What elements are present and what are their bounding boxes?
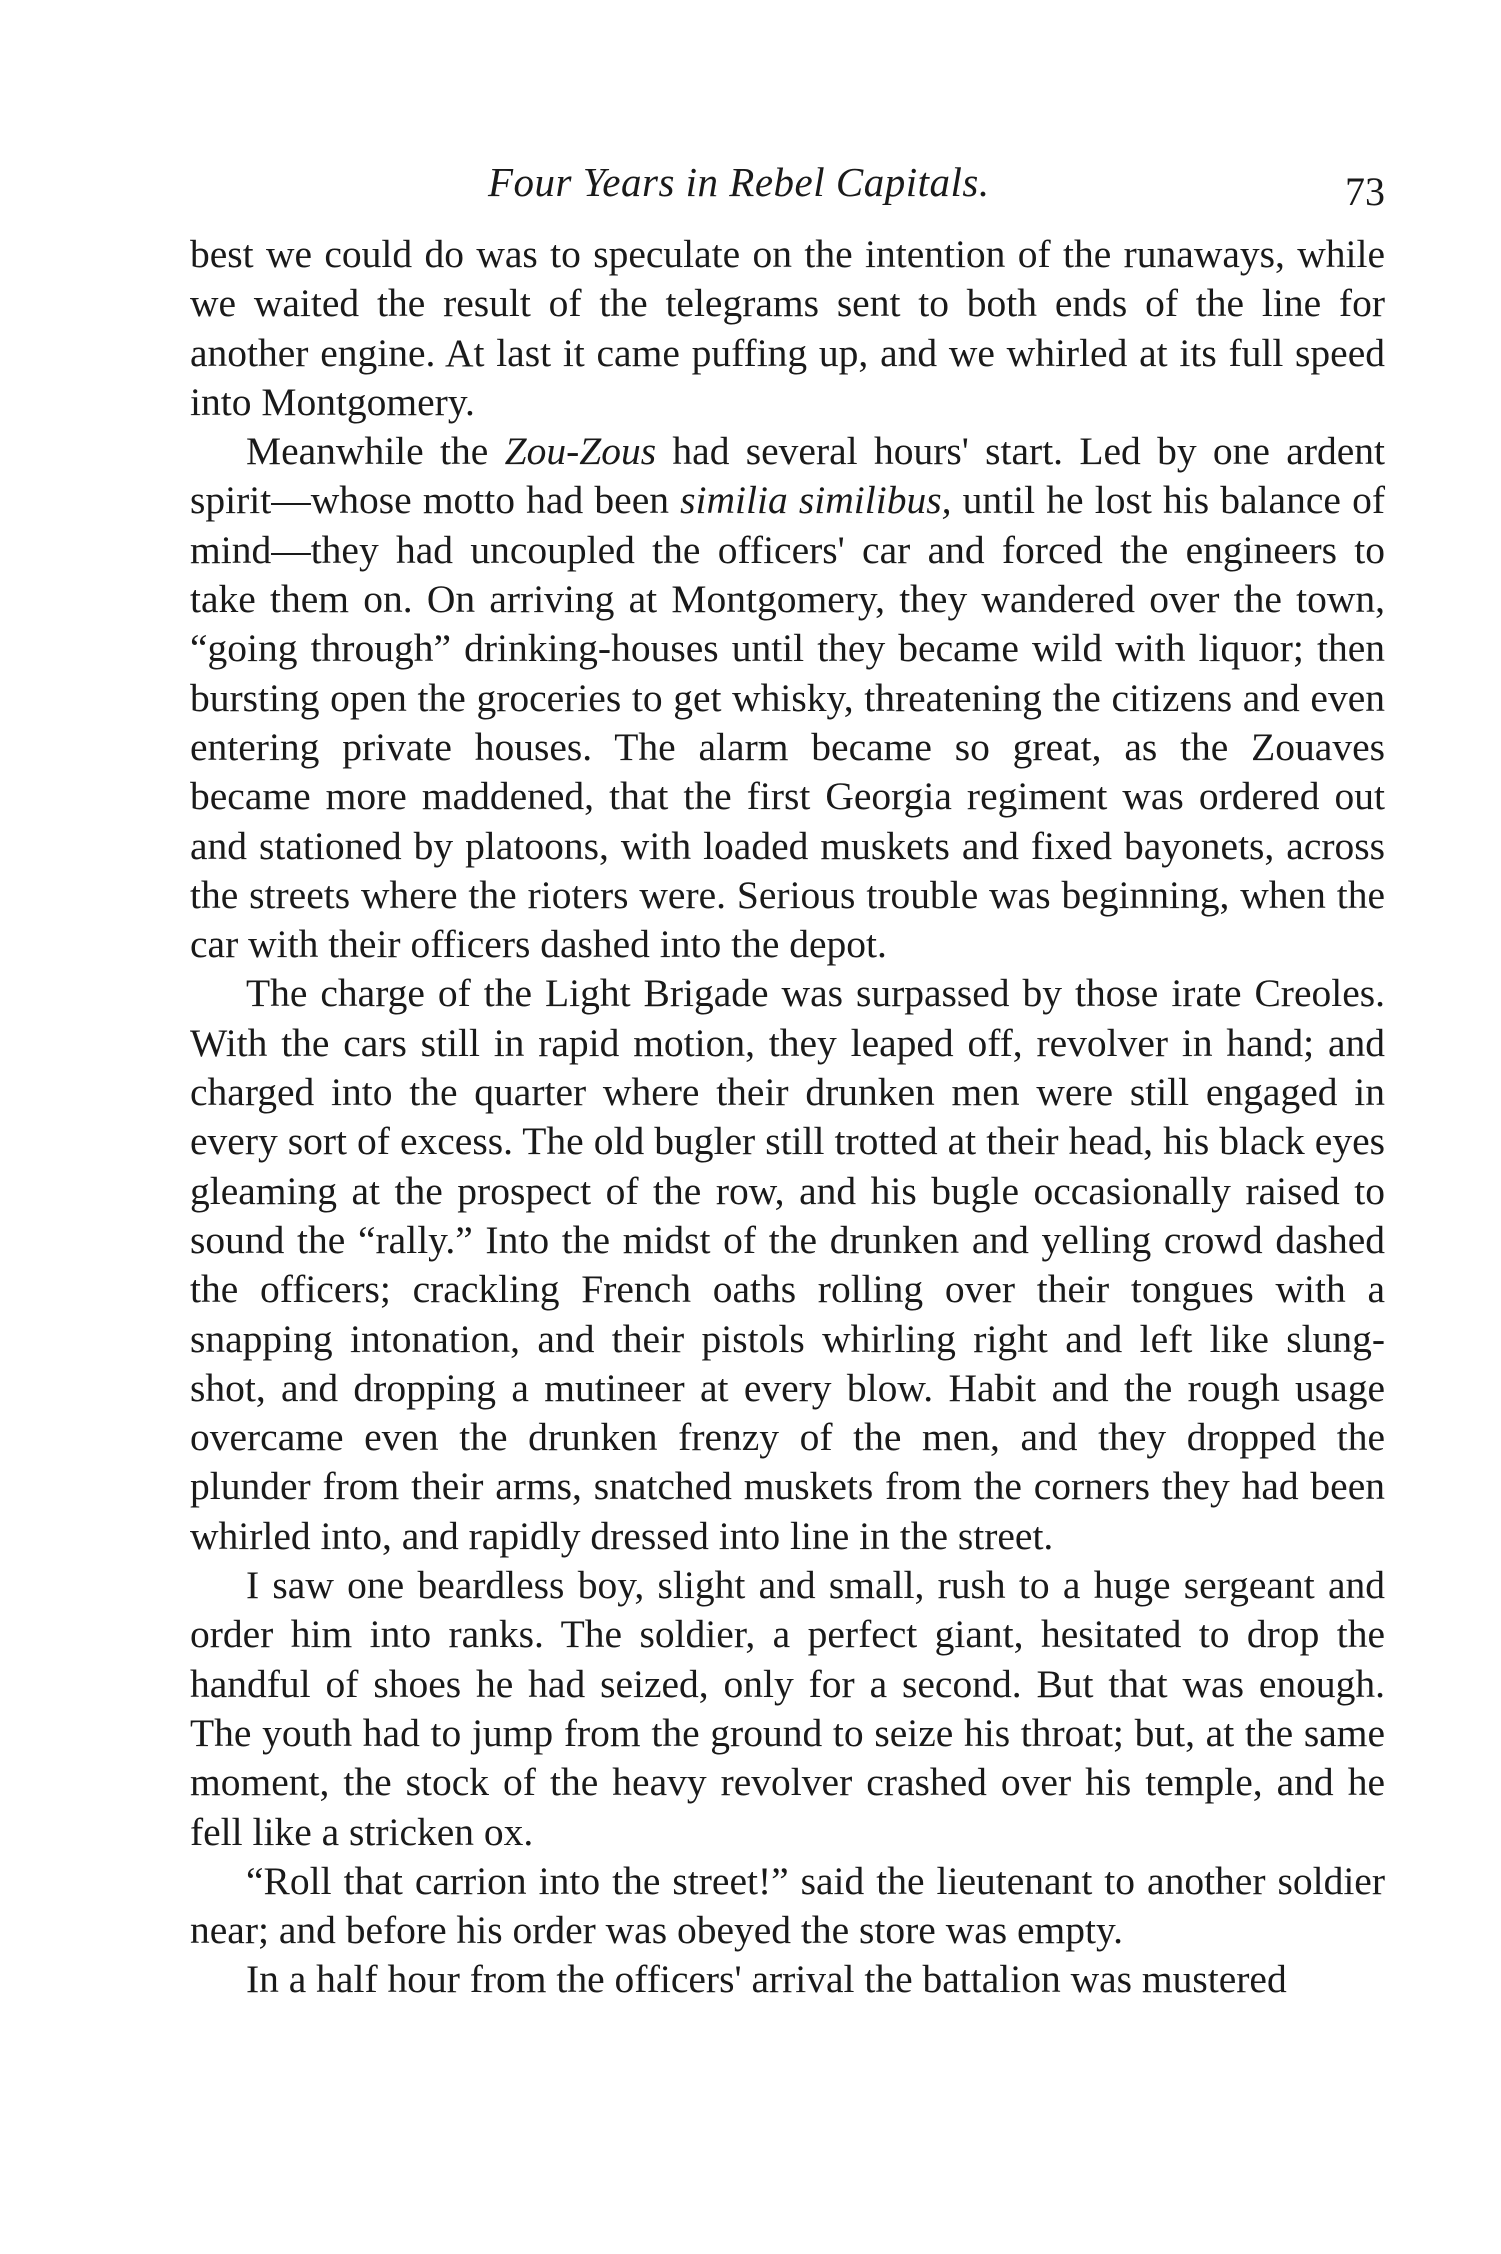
paragraph-2-text-c: until he lost his balance of mind—they had uncoupled the officers' car and forced the engineers to take them on. On arriving at Montgomery, they wandered over the town, “going through” drinking-houses until they became wild with liquor; then bursting open the groceries to get whisky, threatening the citizens and even entering private houses. The alarm became so great, as the Zouaves became more maddened, that the first Georgia regiment was ordered out and stationed by platoons, with loaded muskets and fixed bayonets, across the streets where the rioters were. Serious trouble was beginning, when the car with their officers dashed into the depot. (190, 478, 1385, 967)
paragraph-4 (190, 1561, 1385, 1857)
paragraph-2-text-a: Meanwhile the (246, 429, 505, 474)
paragraph-2-italic-zou-zous: Zou-Zous (504, 429, 657, 474)
paragraph-2 (190, 427, 1385, 969)
body-text (190, 230, 1385, 2005)
paragraph-6 (190, 1955, 1385, 2004)
running-head (190, 150, 1385, 214)
book-page (190, 150, 1385, 2190)
running-title: Four Years in Rebel Capitals. (488, 159, 990, 205)
paragraph-1-text: best we could do was to speculate on the intention of the runaways, while we waited the result of the telegrams sent to both ends of the line for another engine. At last it came puffing up, and we whirled at its full speed into Montgomery. (190, 232, 1385, 424)
paragraph-3 (190, 969, 1385, 1561)
paragraph-3-text: The charge of the Light Brigade was surpassed by those irate Creoles. With the cars still in rapid motion, they leaped off, revolver in hand; and charged into the quarter where their drunken men were still engaged in every sort of excess. The old bugler still trotted at their head, his black eyes gleaming at the prospect of the row, and his bugle occasionally raised to sound the “rally.” Into the midst of the drunken and yelling crowd dashed the officers; crackling French oaths rolling over their tongues with a snapping intonation, and their pistols whirling right and left like slung-shot, and dropping a mutineer at every blow. Habit and the rough usage overcame even the drunken frenzy of the men, and they dropped the plunder from their arms, snatched muskets from the corners they had been whirled into, and rapidly dressed into line in the street. (190, 971, 1385, 1558)
paragraph-5 (190, 1857, 1385, 1956)
paragraph-4-text: I saw one beardless boy, slight and small, rush to a huge sergeant and order him into ranks. The soldier, a perfect giant, hesitated to drop the handful of shoes he had seized, only for a second. But that was enough. The youth had to jump from the ground to seize his throat; but, at the same moment, the stock of the heavy revolver crashed over his temple, and he fell like a stricken ox. (190, 1563, 1385, 1854)
paragraph-5-text: “Roll that carrion into the street!” said the lieutenant to another soldier near; and before his order was obeyed the store was empty. (190, 1858, 1385, 1953)
paragraph-6-text: In a half hour from the officers' arrival the battalion was mustered (246, 1957, 1287, 2002)
page-number: 73 (1345, 169, 1385, 214)
paragraph-1 (190, 230, 1385, 427)
paragraph-2-text-b: had several hours' start. Led by one ardent spirit—whose motto had been (190, 429, 1385, 523)
paragraph-2-italic-motto: similia similibus, (680, 478, 952, 523)
